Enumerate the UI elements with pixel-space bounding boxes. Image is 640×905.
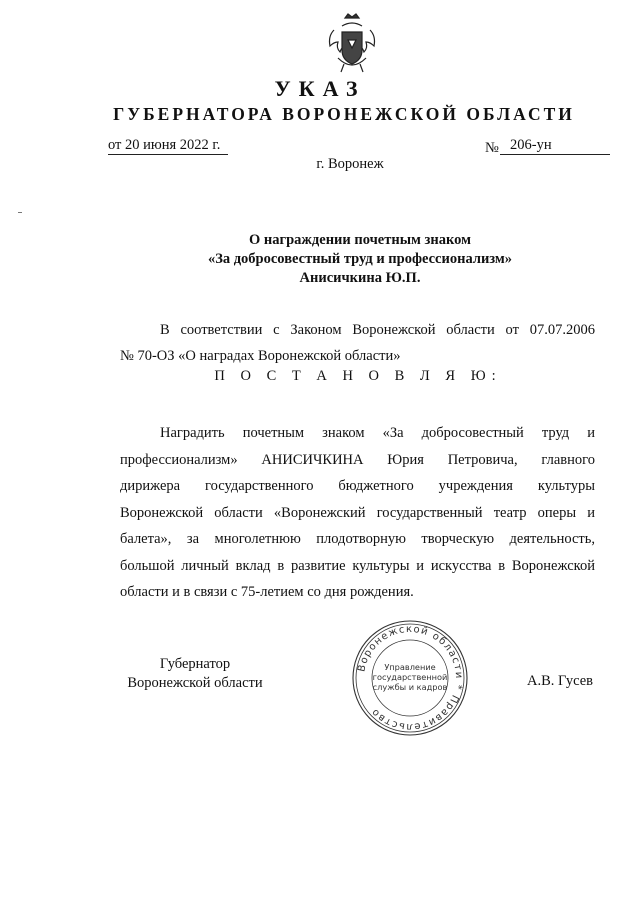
signatory-title [105, 655, 285, 693]
decree-subject [150, 231, 570, 288]
coat-of-arms-emblem [326, 12, 378, 76]
body-line: балета», за многолетнюю плодотворную творческую деятельность, [120, 531, 595, 547]
document-date: от 20 июня 2022 г. [108, 137, 228, 155]
document-number: 206-ун [500, 137, 610, 155]
official-stamp [350, 618, 470, 738]
city: г. Воронеж [316, 156, 384, 172]
subject-line: Анисичкина Ю.П. [299, 270, 421, 286]
stamp-ring-text: Воронежской области * Правительство [356, 623, 465, 733]
preamble [120, 317, 595, 369]
signatory-title-line: Воронежской области [127, 675, 263, 691]
document-heading: УКАЗ [274, 76, 366, 101]
issuing-authority: ГУБЕРНАТОРА ВОРОНЕЖСКОЙ ОБЛАСТИ [113, 104, 575, 124]
decree-word: П О С Т А Н О В Л Я Ю: [214, 368, 502, 384]
body-line: Наградить почетным знаком «За добросовестный труд и [160, 425, 595, 441]
preamble-line: В соответствии с Законом Воронежской области от 07.07.2006 [160, 322, 595, 338]
margin-mark [18, 212, 22, 213]
stamp-center-line: Управление [384, 662, 436, 672]
stamp-center-line: государственной [372, 672, 448, 682]
body-line: большой личный вклад в развитие культуры и искусства в Воронежской [120, 557, 595, 574]
body-line: области и в связи с 75-летием со дня рождения. [120, 584, 414, 600]
body-line: Воронежской области «Воронежский государственный театр оперы и [120, 504, 595, 521]
decree-body [120, 420, 595, 606]
subject-line: «За добросовестный труд и профессионализм» [207, 251, 513, 267]
stamp-center-line: службы и кадров [372, 682, 448, 692]
number-label: № [485, 140, 499, 156]
preamble-line: № 70-ОЗ «О наградах Воронежской области» [120, 348, 401, 364]
body-line: профессионализм» АНИСИЧКИНА Юрия Петровича, главного [120, 451, 595, 468]
subject-line: О награждении почетным знаком [249, 232, 471, 248]
signatory-name: А.В. Гусев [527, 673, 593, 689]
signatory-title-line: Губернатор [159, 656, 231, 672]
body-line: дирижера государственного бюджетного учреждения культуры [120, 478, 595, 494]
